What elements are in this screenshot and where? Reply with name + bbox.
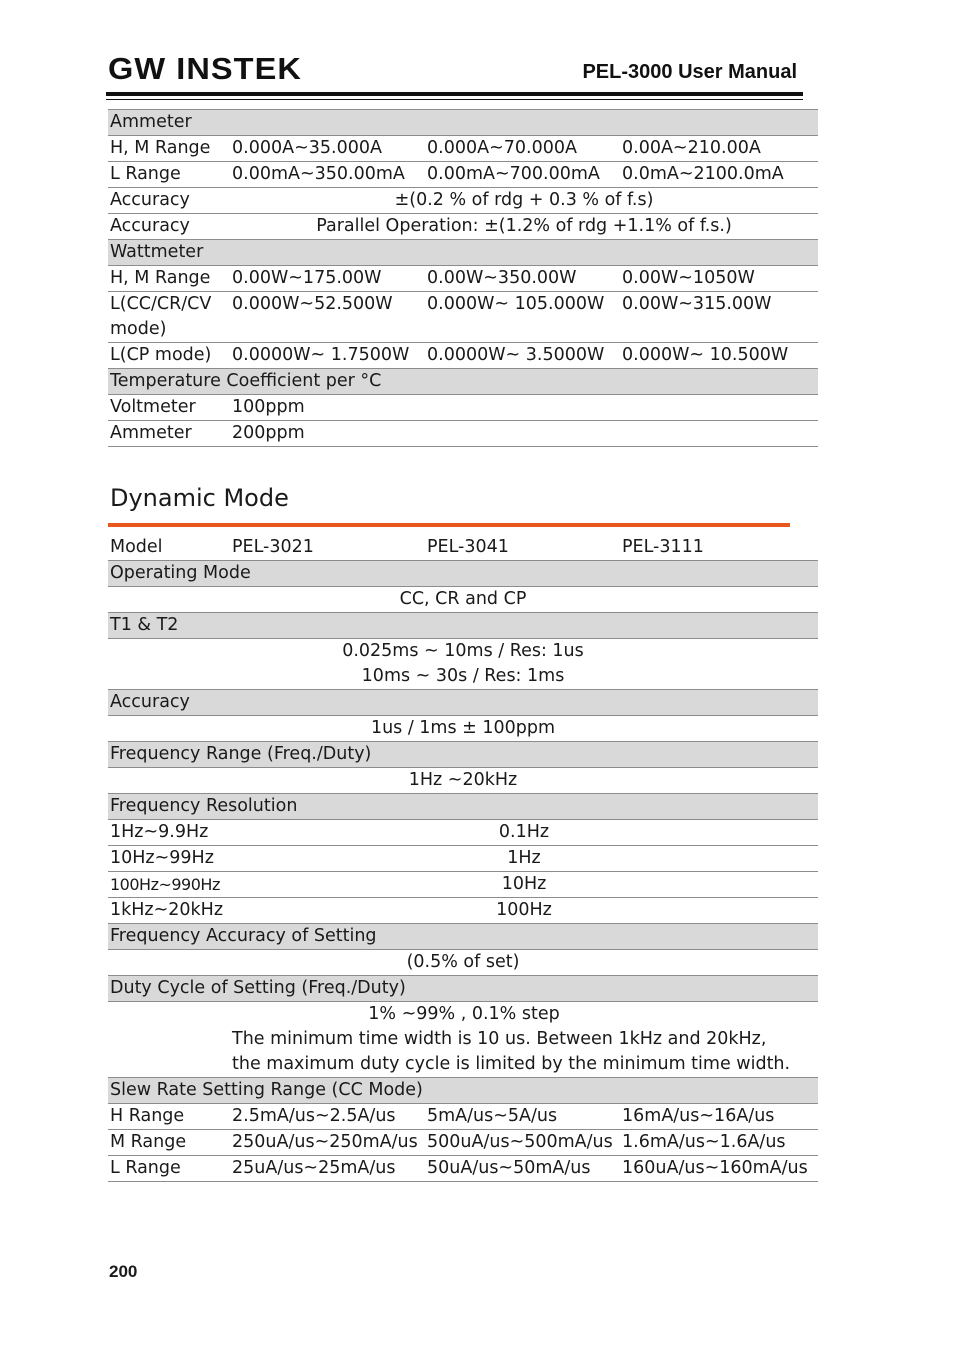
model-label: Model bbox=[108, 535, 230, 561]
manual-title: PEL-3000 User Manual bbox=[582, 61, 797, 83]
freq-resolution-value: 1Hz bbox=[230, 846, 818, 872]
accuracy-heading: Accuracy bbox=[108, 690, 818, 716]
table-row bbox=[108, 613, 818, 639]
cell-pel3111: 0.0mA~2100.0mA bbox=[620, 162, 818, 188]
freq-resolution-value: 100Hz bbox=[230, 898, 818, 924]
table-row bbox=[108, 395, 818, 421]
table-row bbox=[108, 1078, 818, 1104]
table-row bbox=[108, 1130, 818, 1156]
t1-t2-line2: 10ms ~ 30s / Res: 1ms bbox=[361, 666, 565, 686]
table-row bbox=[108, 561, 818, 587]
duty-cycle-heading: Duty Cycle of Setting (Freq./Duty) bbox=[108, 976, 818, 1002]
table-row bbox=[108, 924, 818, 950]
table-row bbox=[108, 292, 818, 343]
cell-pel3111: 0.000W~ 10.500W bbox=[620, 343, 818, 369]
wattmeter-heading: Wattmeter bbox=[108, 240, 818, 266]
cell-pel3021: 0.000A~35.000A bbox=[230, 136, 425, 162]
table-row bbox=[108, 820, 818, 846]
table-row bbox=[108, 690, 818, 716]
t1-t2-line1: 0.025ms ~ 10ms / Res: 1us bbox=[342, 641, 584, 661]
cell-pel3041: 0.00mA~700.00mA bbox=[425, 162, 620, 188]
row-label: Ammeter bbox=[108, 421, 230, 447]
table-row bbox=[108, 898, 818, 924]
table-row bbox=[108, 421, 818, 447]
cell-pel3111: 0.00W~1050W bbox=[620, 266, 818, 292]
cell-pel3111: 160uA/us~160mA/us bbox=[620, 1156, 818, 1182]
cell-pel3041: 5mA/us~5A/us bbox=[425, 1104, 620, 1130]
cell-pel3021: 0.00W~175.00W bbox=[230, 266, 425, 292]
cell-pel3041 bbox=[425, 395, 620, 421]
table-row bbox=[108, 794, 818, 820]
cell-pel3041 bbox=[425, 421, 620, 447]
table-row bbox=[108, 110, 818, 136]
cell-pel3041: 0.000W~ 105.000W bbox=[425, 292, 620, 343]
cell-spanned: Parallel Operation: ±(1.2% of rdg +1.1% of f.s.) bbox=[230, 214, 818, 240]
row-label: L Range bbox=[108, 1156, 230, 1182]
freq-range-value: 1Hz ~20kHz bbox=[108, 768, 818, 794]
cell-pel3111: 0.00W~315.00W bbox=[620, 292, 818, 343]
measurement-spec-table bbox=[108, 109, 818, 447]
operating-mode-value: CC, CR and CP bbox=[108, 587, 818, 613]
cell-pel3111: 16mA/us~16A/us bbox=[620, 1104, 818, 1130]
cell-pel3041: 500uA/us~500mA/us bbox=[425, 1130, 620, 1156]
table-row bbox=[108, 1156, 818, 1182]
row-label: H, M Range bbox=[108, 266, 230, 292]
cell-pel3041: 0.00W~350.00W bbox=[425, 266, 620, 292]
row-label: H Range bbox=[108, 1104, 230, 1130]
page-number: 200 bbox=[109, 1262, 138, 1281]
slew-rate-heading: Slew Rate Setting Range (CC Mode) bbox=[108, 1078, 818, 1104]
section-title: Dynamic Mode bbox=[110, 484, 289, 512]
accuracy-value: 1us / 1ms ± 100ppm bbox=[108, 716, 818, 742]
table-row bbox=[108, 872, 818, 898]
row-label: Accuracy bbox=[108, 214, 230, 240]
model-pel3041: PEL-3041 bbox=[425, 535, 620, 561]
table-row bbox=[108, 162, 818, 188]
table-row bbox=[108, 950, 818, 976]
header-rule-thin bbox=[106, 99, 803, 100]
row-label: L(CC/CR/CV mode) bbox=[108, 292, 230, 343]
table-row bbox=[108, 369, 818, 395]
row-label: Accuracy bbox=[108, 188, 230, 214]
table-row bbox=[108, 343, 818, 369]
table-row bbox=[108, 240, 818, 266]
table-row bbox=[108, 742, 818, 768]
freq-resolution-value: 0.1Hz bbox=[230, 820, 818, 846]
cell-pel3111: 0.00A~210.00A bbox=[620, 136, 818, 162]
cell-pel3021: 0.00mA~350.00mA bbox=[230, 162, 425, 188]
section-title-underline bbox=[108, 523, 790, 527]
table-row bbox=[108, 1002, 818, 1078]
table-row bbox=[108, 266, 818, 292]
t1-t2-value bbox=[108, 639, 818, 690]
freq-accuracy-value: (0.5% of set) bbox=[108, 950, 818, 976]
table-row bbox=[108, 716, 818, 742]
table-row bbox=[108, 136, 818, 162]
freq-range-label: 1Hz~9.9Hz bbox=[108, 820, 230, 846]
table-row bbox=[108, 214, 818, 240]
freq-range-label: 10Hz~99Hz bbox=[108, 846, 230, 872]
row-label: H, M Range bbox=[108, 136, 230, 162]
model-pel3021: PEL-3021 bbox=[230, 535, 425, 561]
table-row bbox=[108, 535, 818, 561]
duty-cycle-value: 1% ~99% , 0.1% step bbox=[368, 1004, 560, 1024]
cell-pel3111 bbox=[620, 395, 818, 421]
table-row bbox=[108, 1104, 818, 1130]
cell-pel3041: 0.0000W~ 3.5000W bbox=[425, 343, 620, 369]
table-row bbox=[108, 587, 818, 613]
duty-cycle-blank bbox=[108, 1002, 230, 1078]
cell-pel3041: 0.000A~70.000A bbox=[425, 136, 620, 162]
row-label: L(CP mode) bbox=[108, 343, 230, 369]
cell-pel3021: 0.000W~52.500W bbox=[230, 292, 425, 343]
row-label: Voltmeter bbox=[108, 395, 230, 421]
cell-pel3021: 25uA/us~25mA/us bbox=[230, 1156, 425, 1182]
brand-logo: GW INSTEK bbox=[108, 51, 302, 86]
cell-spanned: ±(0.2 % of rdg + 0.3 % of f.s) bbox=[230, 188, 818, 214]
model-pel3111: PEL-3111 bbox=[620, 535, 818, 561]
dynamic-mode-spec-table bbox=[108, 535, 818, 1182]
table-row bbox=[108, 768, 818, 794]
operating-mode-heading: Operating Mode bbox=[108, 561, 818, 587]
duty-cycle-cell bbox=[230, 1002, 818, 1078]
duty-cycle-note: The minimum time width is 10 us. Between 1kHz and 20kHz, the maximum duty cycle is limited by the minimum time width. bbox=[232, 1029, 791, 1074]
temp-coefficient-heading: Temperature Coefficient per °C bbox=[108, 369, 818, 395]
cell-pel3021: 200ppm bbox=[230, 421, 425, 447]
freq-resolution-heading: Frequency Resolution bbox=[108, 794, 818, 820]
row-label: M Range bbox=[108, 1130, 230, 1156]
table-row bbox=[108, 188, 818, 214]
freq-resolution-value: 10Hz bbox=[230, 872, 818, 898]
freq-range-heading: Frequency Range (Freq./Duty) bbox=[108, 742, 818, 768]
table-row bbox=[108, 639, 818, 690]
cell-pel3021: 250uA/us~250mA/us bbox=[230, 1130, 425, 1156]
cell-pel3111: 1.6mA/us~1.6A/us bbox=[620, 1130, 818, 1156]
ammeter-heading: Ammeter bbox=[108, 110, 818, 136]
t1-t2-heading: T1 & T2 bbox=[108, 613, 818, 639]
cell-pel3111 bbox=[620, 421, 818, 447]
header-rule-thick bbox=[106, 92, 803, 96]
table-row bbox=[108, 976, 818, 1002]
cell-pel3021: 100ppm bbox=[230, 395, 425, 421]
cell-pel3021: 2.5mA/us~2.5A/us bbox=[230, 1104, 425, 1130]
freq-accuracy-heading: Frequency Accuracy of Setting bbox=[108, 924, 818, 950]
freq-range-label: 100Hz~990Hz bbox=[108, 872, 230, 898]
table-row bbox=[108, 846, 818, 872]
cell-pel3021: 0.0000W~ 1.7500W bbox=[230, 343, 425, 369]
cell-pel3041: 50uA/us~50mA/us bbox=[425, 1156, 620, 1182]
freq-range-label: 1kHz~20kHz bbox=[108, 898, 230, 924]
row-label: L Range bbox=[108, 162, 230, 188]
